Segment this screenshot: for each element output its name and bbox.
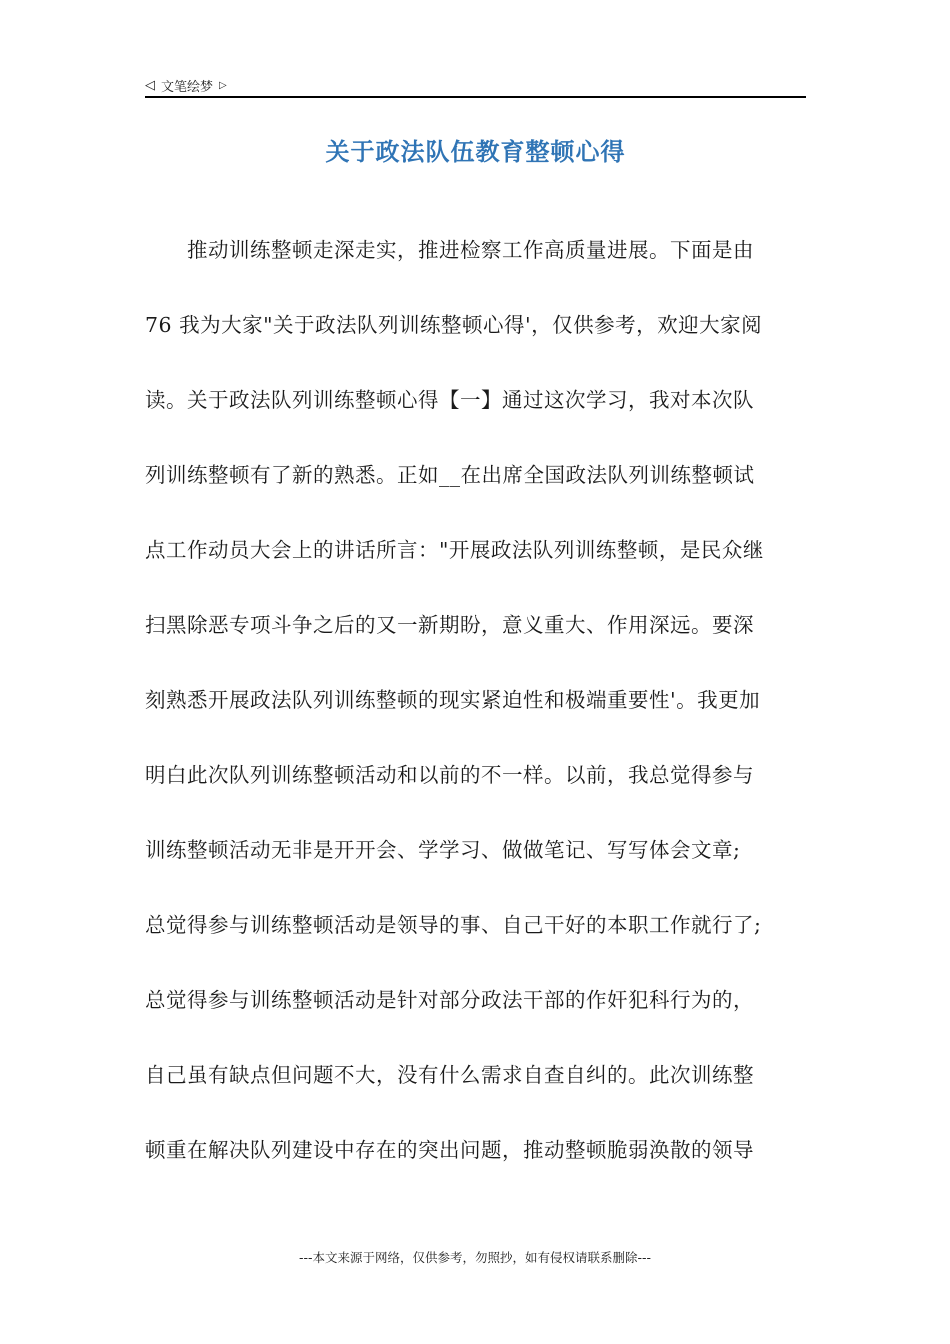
header-label: 文笔绘梦 <box>161 79 214 95</box>
header-divider <box>145 96 806 98</box>
body-line-12: 自己虽有缺点但问题不大，没有什么需求自查自纠的。此次训练整 <box>145 1063 754 1087</box>
right-triangle-icon: ▷ <box>219 79 227 91</box>
document-title: 关于政法队伍教育整顿心得 <box>325 138 626 166</box>
document-body <box>145 230 807 1205</box>
body-line-10: 总觉得参与训练整顿活动是领导的事、自己干好的本职工作就行了; <box>145 913 762 937</box>
left-triangle-icon: ◁ <box>145 77 155 93</box>
page-header <box>145 74 805 96</box>
body-line-3: 读。关于政法队列训练整顿心得【一】通过这次学习，我对本次队 <box>145 388 754 412</box>
body-line-4: 列训练整顿有了新的熟悉。正如__在出席全国政法队列训练整顿试 <box>145 463 755 487</box>
body-line-5: 点工作动员大会上的讲话所言："开展政法队列训练整顿，是民众继 <box>145 538 764 562</box>
body-line-1: 推动训练整顿走深走实，推进检察工作高质量进展。下面是由 <box>187 238 754 262</box>
body-line-8: 明白此次队列训练整顿活动和以前的不一样。以前，我总觉得参与 <box>145 763 754 787</box>
body-line-9: 训练整顿活动无非是开开会、学学习、做做笔记、写写体会文章; <box>145 838 741 862</box>
body-line-11: 总觉得参与训练整顿活动是针对部分政法干部的作奸犯科行为的， <box>145 988 754 1012</box>
page-footer: ---本文来源于网络，仅供参考，勿照抄，如有侵权请联系删除--- <box>298 1250 652 1265</box>
body-line-2: 76 我为大家"关于政法队列训练整顿心得'，仅供参考，欢迎大家阅 <box>145 313 763 337</box>
body-line-6: 扫黑除恶专项斗争之后的又一新期盼，意义重大、作用深远。要深 <box>145 613 754 637</box>
body-line-7: 刻熟悉开展政法队列训练整顿的现实紧迫性和极端重要性'。我更加 <box>145 688 761 712</box>
body-line-13: 顿重在解决队列建设中存在的突出问题，推动整顿脆弱涣散的领导 <box>145 1138 754 1162</box>
